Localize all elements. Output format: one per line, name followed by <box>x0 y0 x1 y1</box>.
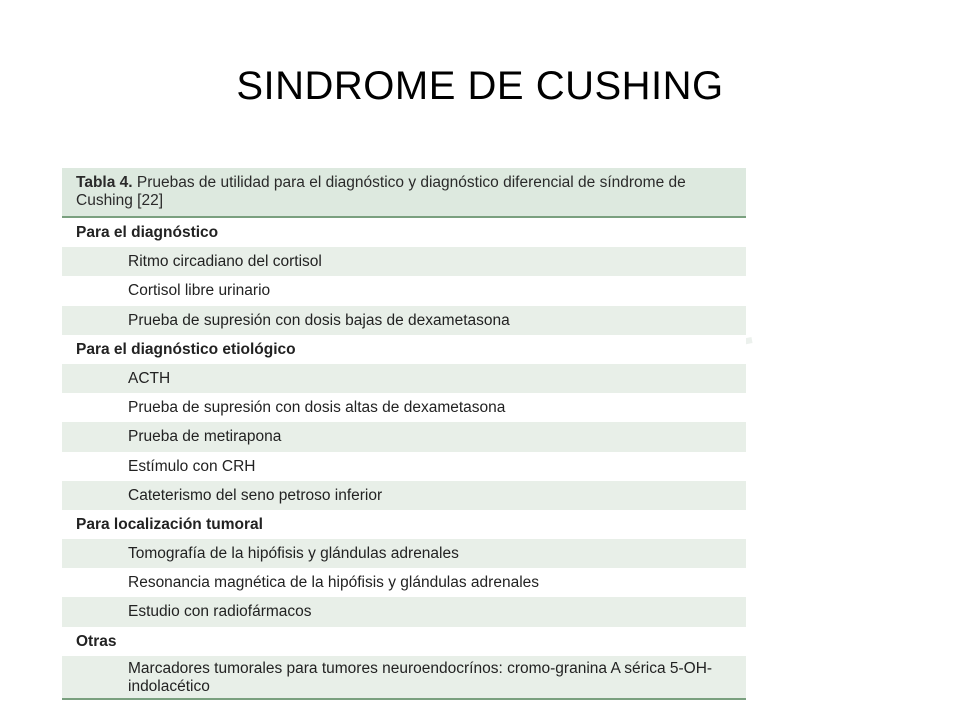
table-row: Resonancia magnética de la hipófisis y glándulas adrenales <box>62 568 746 597</box>
section-heading: Otras <box>62 627 746 656</box>
table-row: Ritmo circadiano del cortisol <box>62 247 746 276</box>
table-caption <box>62 168 746 218</box>
table-row: Estímulo con CRH <box>62 452 746 481</box>
table-row: Prueba de supresión con dosis bajas de dexametasona <box>62 306 746 335</box>
diagnostic-tests-table <box>62 160 746 702</box>
table-row: Marcadores tumorales para tumores neuroendocrínos: cromo-granina A sérica 5-OH-indolacético <box>62 656 746 700</box>
section-heading: Para el diagnóstico <box>62 218 746 247</box>
table-body <box>62 218 746 700</box>
table-row: Estudio con radiofármacos <box>62 597 746 626</box>
section-heading: Para localización tumoral <box>62 510 746 539</box>
table-row: ACTH <box>62 364 746 393</box>
caption-label: Tabla 4. <box>76 174 133 191</box>
table-row: Cateterismo del seno petroso inferior <box>62 481 746 510</box>
table-bottom-rule <box>62 698 746 700</box>
section-heading: Para el diagnóstico etiológico <box>62 335 746 364</box>
table-row: Prueba de supresión con dosis altas de dexametasona <box>62 393 746 422</box>
slide-title: SINDROME DE CUSHING <box>236 64 724 108</box>
table-row: Tomografía de la hipófisis y glándulas adrenales <box>62 539 746 568</box>
caption-text: Pruebas de utilidad para el diagnóstico y diagnóstico diferencial de síndrome de Cushing [22] <box>76 174 686 209</box>
table-row: Cortisol libre urinario <box>62 276 746 305</box>
table-row: Prueba de metirapona <box>62 422 746 451</box>
